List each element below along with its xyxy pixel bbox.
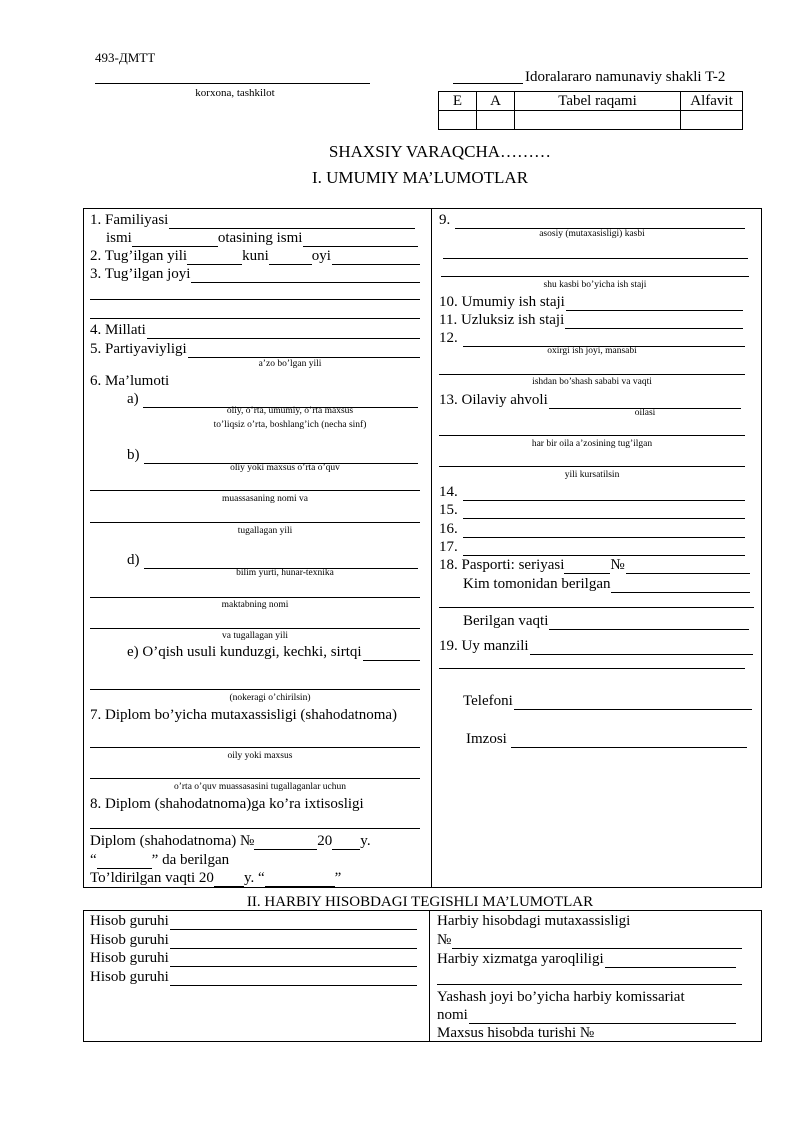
- school-caption: maktabning nomi: [221, 600, 289, 610]
- passport-date-field[interactable]: Berilgan vaqti: [463, 612, 749, 630]
- section1-title: I. UMUMIY MA’LUMOTLAR: [311, 168, 529, 187]
- surname-field[interactable]: 1. Familiyasi: [90, 211, 415, 229]
- party-field[interactable]: 5. Partiyaviyligi: [90, 340, 420, 358]
- graduation-caption-1: tugallagan yili: [237, 526, 293, 536]
- institution-line-2[interactable]: [90, 522, 420, 523]
- specialty-caption-1: oily yoki maxsus: [227, 751, 293, 761]
- school-line-1[interactable]: [90, 597, 420, 598]
- school-line-2[interactable]: [90, 628, 420, 629]
- family-caption-3: yili kursatilsin: [564, 470, 620, 480]
- org-name-line[interactable]: [95, 83, 370, 84]
- specialty-line-2[interactable]: [90, 778, 420, 779]
- name-field[interactable]: ismi otasining ismi: [106, 229, 418, 247]
- code-header-alfavit: Alfavit: [681, 92, 743, 111]
- military-specialty-label: Harbiy hisobdagi mutaxassisligi: [437, 913, 631, 929]
- diploma-number-field[interactable]: Diplom (shahodatnoma) № 20 y.: [90, 833, 371, 849]
- commissariat-label: Yashash joyi bo’yicha harbiy komissariat: [437, 989, 685, 1005]
- study-mode-field[interactable]: e) O’qish usuli kunduzgi, kechki, sirtqi: [127, 643, 420, 661]
- institution-caption: muassasaning nomi va: [221, 494, 308, 504]
- code-header-a: A: [477, 92, 515, 111]
- code-cell-e[interactable]: [439, 111, 477, 130]
- study-mode-caption: (nokeragi o’chirilsin): [229, 693, 311, 703]
- field-14[interactable]: 14.: [439, 483, 745, 501]
- birth-date-field[interactable]: 2. Tug’ilgan yili kuni oyi: [90, 247, 420, 265]
- account-group-2[interactable]: Hisob guruhi: [90, 931, 417, 949]
- military-fitness-line[interactable]: [437, 984, 742, 985]
- field-16[interactable]: 16.: [439, 520, 745, 538]
- filled-date-field[interactable]: To’ldirilgan vaqti 20 y. “ ”: [90, 870, 342, 886]
- education-a-caption-2: to’liqsiz o’rta, boshlang’ich (necha sinf): [213, 420, 367, 430]
- education-a-caption-1: oliy, o’rta, umumiy, o’rta maxsus: [226, 406, 354, 416]
- military-divider: [429, 910, 430, 1042]
- form-title: Idoralararo namunaviy shakli T-2: [525, 69, 726, 85]
- code-cell-tabel[interactable]: [515, 111, 681, 130]
- institution-line-1[interactable]: [90, 490, 420, 491]
- code-header-tabel: Tabel raqami: [515, 92, 681, 111]
- specialty-label: 7. Diplom bo’yicha mutaxassisligi (shahodatnoma): [90, 707, 398, 723]
- profession-line-3[interactable]: [441, 276, 749, 277]
- birth-place-field[interactable]: 3. Tug’ilgan joyi: [90, 265, 420, 283]
- family-caption: oilasi: [634, 408, 656, 418]
- marital-status-field[interactable]: 13. Oilaviy ahvoli: [439, 391, 741, 409]
- party-caption: a’zo bo’lgan yili: [258, 359, 322, 369]
- profession-caption: asosiy (mutaxasisligi) kasbi: [539, 229, 645, 239]
- code-cell-alfavit[interactable]: [681, 111, 743, 130]
- family-line-1[interactable]: [439, 435, 745, 436]
- account-group-3[interactable]: Hisob guruhi: [90, 949, 417, 967]
- special-account-label: Maxsus hisobda turishi №: [437, 1025, 595, 1041]
- profession-line-2[interactable]: [443, 258, 748, 259]
- last-job-caption: oxirgi ish joyi, mansabi: [547, 346, 637, 356]
- account-group-4[interactable]: Hisob guruhi: [90, 968, 417, 986]
- section2-title: II. HARBIY HISOBDAGI TEGISHLI MA’LUMOTLAR: [246, 894, 594, 910]
- org-caption: korxona, tashkilot: [195, 87, 275, 99]
- family-caption-2: har bir oila a’zosining tug’ilgan: [531, 439, 653, 449]
- diploma-issued-field[interactable]: “ ” da berilgan: [90, 852, 230, 868]
- code-header-e: E: [439, 92, 477, 111]
- education-b-field[interactable]: b): [127, 446, 418, 464]
- birth-place-line-2[interactable]: [90, 299, 420, 300]
- passport-field[interactable]: 18. Pasporti: seriyasi №: [439, 556, 750, 574]
- codes-table: [438, 91, 743, 130]
- commissariat-field[interactable]: nomi: [437, 1006, 736, 1024]
- form-title-line: [453, 83, 523, 84]
- specialty-caption-2: o’rta o’quv muassasasini tugallaganlar uchun: [173, 782, 346, 792]
- last-job-field[interactable]: 12.: [439, 329, 745, 347]
- qualification-line[interactable]: [90, 828, 420, 829]
- profession-field[interactable]: 9.: [439, 211, 745, 229]
- military-fitness-field[interactable]: Harbiy xizmatga yaroqliligi: [437, 950, 736, 968]
- dismissal-line[interactable]: [439, 374, 745, 375]
- profession-experience-caption: shu kasbi bo’yicha ish staji: [543, 280, 647, 290]
- signature-field[interactable]: Imzosi: [466, 730, 747, 748]
- address-field[interactable]: 19. Uy manzili: [439, 637, 753, 655]
- code-cell-a[interactable]: [477, 111, 515, 130]
- total-experience-field[interactable]: 10. Umumiy ish staji: [439, 293, 743, 311]
- passport-issuer-field[interactable]: Kim tomonidan berilgan: [463, 575, 750, 593]
- address-line-2[interactable]: [439, 668, 745, 669]
- study-mode-line[interactable]: [90, 689, 420, 690]
- continuous-experience-field[interactable]: 11. Uzluksiz ish staji: [439, 311, 743, 329]
- specialty-line-1[interactable]: [90, 747, 420, 748]
- account-group-1[interactable]: Hisob guruhi: [90, 912, 417, 930]
- nationality-field[interactable]: 4. Millati: [90, 321, 420, 339]
- education-label: 6. Ma’lumoti: [90, 373, 170, 389]
- phone-field[interactable]: Telefoni: [463, 692, 752, 710]
- birth-place-line-3[interactable]: [90, 318, 420, 319]
- dismissal-caption: ishdan bo’shash sababi va vaqti: [532, 377, 652, 387]
- education-d-field[interactable]: d): [127, 551, 418, 569]
- form-code: 493-ДМТТ: [95, 50, 156, 65]
- military-specialty-number[interactable]: №: [437, 931, 742, 949]
- field-15[interactable]: 15.: [439, 501, 745, 519]
- passport-issuer-line[interactable]: [439, 607, 754, 608]
- education-a-field[interactable]: a): [127, 390, 418, 408]
- qualification-label: 8. Diplom (shahodatnoma)ga ko’ra ixtisosligi: [90, 796, 364, 812]
- education-b-caption: oliy yoki maxsus o’rta o’quv: [230, 463, 340, 473]
- graduation-caption-2: va tugallagan yili: [222, 631, 288, 641]
- column-divider: [431, 208, 432, 888]
- field-17[interactable]: 17.: [439, 538, 745, 556]
- family-line-2[interactable]: [439, 466, 745, 467]
- education-d-caption: bilim yurti, hunar-texnika: [236, 568, 334, 578]
- document-title: SHAXSIY VARAQCHA………: [328, 142, 552, 161]
